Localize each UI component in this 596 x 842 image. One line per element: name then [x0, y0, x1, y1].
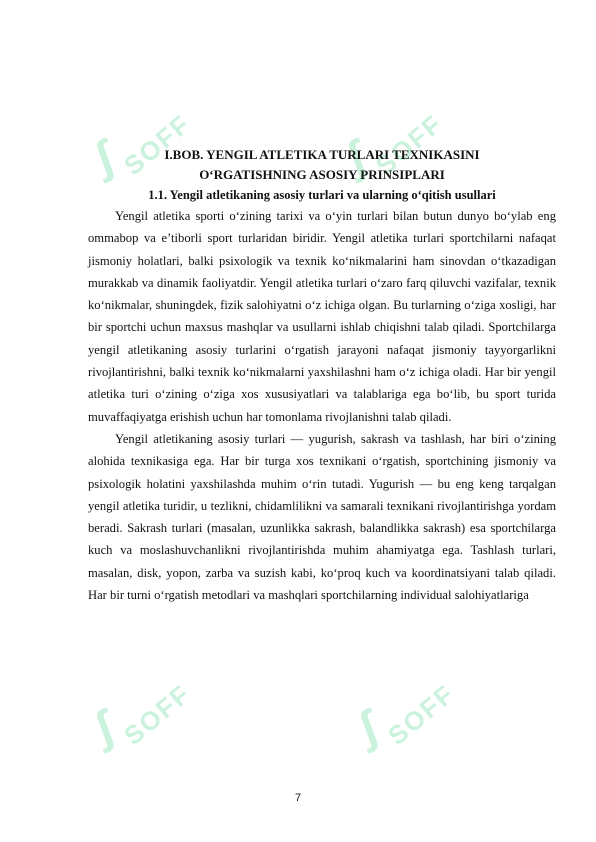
watermark-logo-icon: ʃ — [87, 129, 120, 185]
chapter-title-line-2: O‘RGATISHNING ASOSIY PRINSIPLARI — [199, 167, 445, 182]
paragraph-1: Yengil atletika sporti o‘zining tarixi va o‘yin turlari bilan butun dunyo bo‘ylab eng ommabop va e’tiborli sport turlaridan biridir. Yengil atletika turlari sportchilarni nafaqat jismoniy holatlari, balki psixologik va texnik ko‘nikmalarini ham sinovdan o‘tkazadigan murakkab va dinamik faoliyatdir. Yengil atletika turlari o‘zaro farq qiluvchi vazifalar, texnik ko‘nikmalar, shuningdek, fizik salohiyatni o‘z ichiga olgan. Bu turlarning o‘ziga xosligi, har bir sportchi uchun maxsus mashqlar va usullarni ishlab chiqishni talab qiladi. Sportchilarga yengil atletikaning asosiy turlarini o‘rgatish jarayoni nafaqat jismoniy tayyorgarlikni rivojlantirishni, balki texnik ko‘nikmalarni yaxshilashni ham o‘z ichiga oladi. Har bir yengil atletika turi o‘zining o‘ziga xos xususiyatlari va talablariga ega bo‘lib, bu sport turida muvaffaqiyatga erishish uchun har tomonlama rivojlanishni talab qiladi. — [88, 209, 556, 424]
chapter-title-line-1: I.BOB. YENGIL ATLETIKA TURLARI TEXNIKASINI — [164, 147, 480, 162]
watermark-text: SOFF — [118, 678, 197, 751]
watermark-logo-icon: ʃ — [339, 129, 372, 185]
watermark-logo-icon: ʃ — [351, 699, 384, 755]
watermark-text: SOFF — [118, 108, 197, 181]
watermark-text: SOFF — [370, 108, 449, 181]
document-page — [88, 145, 556, 606]
watermark-text: SOFF — [382, 678, 461, 751]
watermark-logo-icon: ʃ — [87, 699, 120, 755]
section-title: 1.1. Yengil atletikaning asosiy turlari va ularning o‘qitish usullari — [148, 188, 496, 202]
page-number: 7 — [294, 792, 302, 804]
paragraph-2: Yengil atletikaning asosiy turlari — yugurish, sakrash va tashlash, har biri o‘zining alohida texnikasiga ega. Har bir turga xos texnikani o‘rgatish, sportchining jismoniy va psixologik holatini yaxshilashda muhim o‘rin tutadi. Yugurish — bu eng keng tarqalgan yengil atletika turidir, u tezlikni, chidamlilikni va samarali texnikani rivojlantirishga yordam beradi. Sakrash turlari (masalan, uzunlikka sakrash, balandlikka sakrash) esa sportchilarga kuch va moslashuvchanlikni rivojlantirishda muhim ahamiyatga ega. Tashlash turlari, masalan, disk, yopon, zarba va suzish kabi, ko‘proq kuch va koordinatsiyani talab qiladi. Har bir turni o‘rgatish metodlari va mashqlari sportchilarning individual salohiyatlariga — [88, 431, 556, 603]
